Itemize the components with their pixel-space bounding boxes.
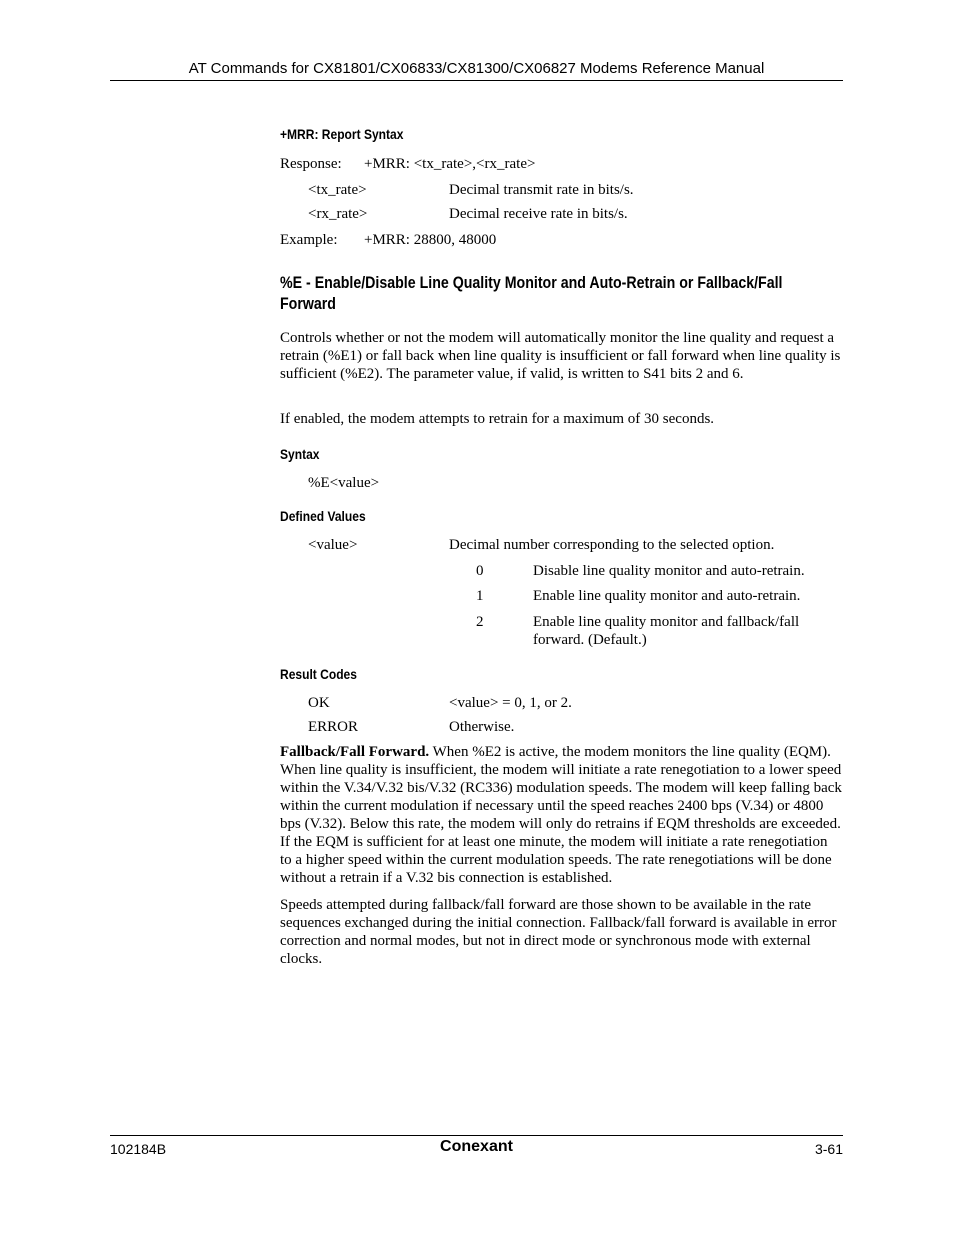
value-param-desc: Decimal number corresponding to the selected option. xyxy=(449,537,775,553)
mrr-param-name: <rx_rate> xyxy=(308,206,368,222)
footer-page-number: 3-61 xyxy=(814,1141,843,1157)
option-desc: Enable line quality monitor and auto-retrain. xyxy=(533,588,801,604)
option-desc-continued: forward. (Default.) xyxy=(533,632,647,648)
mrr-param-desc: Decimal transmit rate in bits/s. xyxy=(449,182,634,198)
value-param-name: <value> xyxy=(308,537,358,553)
fallback-lead: Fallback/Fall Forward. xyxy=(280,744,430,760)
fallback-text: When %E2 is active, the modem monitors the line quality (EQM). When line quality is insufficient, the modem will initiate a rate renegotiation to a lower speed within the V.34/V.32 bis/V.32 (RC336) modulation speeds. The modem will keep falling back within the current modulation if necessary until the speed reaches 2400 bps (V.34) or 4800 bps (V.32). Below this rate, the modem will only do retrains if EQM thresholds are exceeded. If the EQM is sufficient for at least one minute, the modem will initiate a rate renegotiation to a higher speed within the current modulation speeds. The rate renegotiations will be done without a retrain if a V.32 bis connection is established. xyxy=(280,744,842,886)
speeds-paragraph: Speeds attempted during fallback/fall forward are those shown to be available in the rate sequences exchanged during the initial connection. Fallback/fall forward is available in error correction and normal modes, but not in direct mode or synchronous mode with external clocks. xyxy=(280,897,837,967)
result-code-desc: <value> = 0, 1, or 2. xyxy=(449,695,572,711)
option-number: 1 xyxy=(476,588,484,604)
option-desc: Disable line quality monitor and auto-retrain. xyxy=(533,563,805,579)
footer-doc-number: 102184B xyxy=(110,1141,167,1157)
mrr-response-label: Response: xyxy=(280,156,342,172)
syntax-heading: Syntax xyxy=(280,446,320,462)
mrr-param-desc: Decimal receive rate in bits/s. xyxy=(449,206,628,222)
footer-rule xyxy=(110,1135,843,1136)
option-number: 2 xyxy=(476,614,484,630)
result-code: ERROR xyxy=(308,719,359,735)
header-rule xyxy=(110,80,843,81)
running-header-title: AT Commands for CX81801/CX06833/CX81300/CX06827 Modems Reference Manual xyxy=(188,60,765,77)
mrr-heading: +MRR: Report Syntax xyxy=(280,126,404,142)
defined-values-heading: Defined Values xyxy=(280,508,366,524)
result-codes-heading: Result Codes xyxy=(280,666,357,682)
e-command-heading xyxy=(280,273,841,315)
result-code: OK xyxy=(308,695,330,711)
mrr-response-value: +MRR: <tx_rate>,<rx_rate> xyxy=(364,156,536,172)
mrr-param-name: <tx_rate> xyxy=(308,182,367,198)
mrr-example-value: +MRR: 28800, 48000 xyxy=(364,232,497,248)
footer-company: Conexant xyxy=(440,1138,513,1155)
e-command-heading-line2: Forward xyxy=(280,295,336,313)
e-intro-paragraph: Controls whether or not the modem will automatically monitor the line quality and request a retrain (%E1) or fall back when line quality is insufficient or fall forward when line quality is sufficient (%E2). The parameter value, if valid, is written to S41 bits 2 and 6. xyxy=(280,330,841,382)
mrr-example-label: Example: xyxy=(280,232,338,248)
option-number: 0 xyxy=(476,563,484,579)
e-command-heading-line1: %E - Enable/Disable Line Quality Monitor and Auto-Retrain or Fallback/Fall xyxy=(280,274,783,292)
option-desc: Enable line quality monitor and fallback/fall xyxy=(533,614,800,630)
syntax-value: %E<value> xyxy=(308,475,380,491)
fallback-paragraph xyxy=(280,743,842,887)
e-retrain-note: If enabled, the modem attempts to retrain for a maximum of 30 seconds. xyxy=(280,411,715,427)
result-code-desc: Otherwise. xyxy=(449,719,515,735)
